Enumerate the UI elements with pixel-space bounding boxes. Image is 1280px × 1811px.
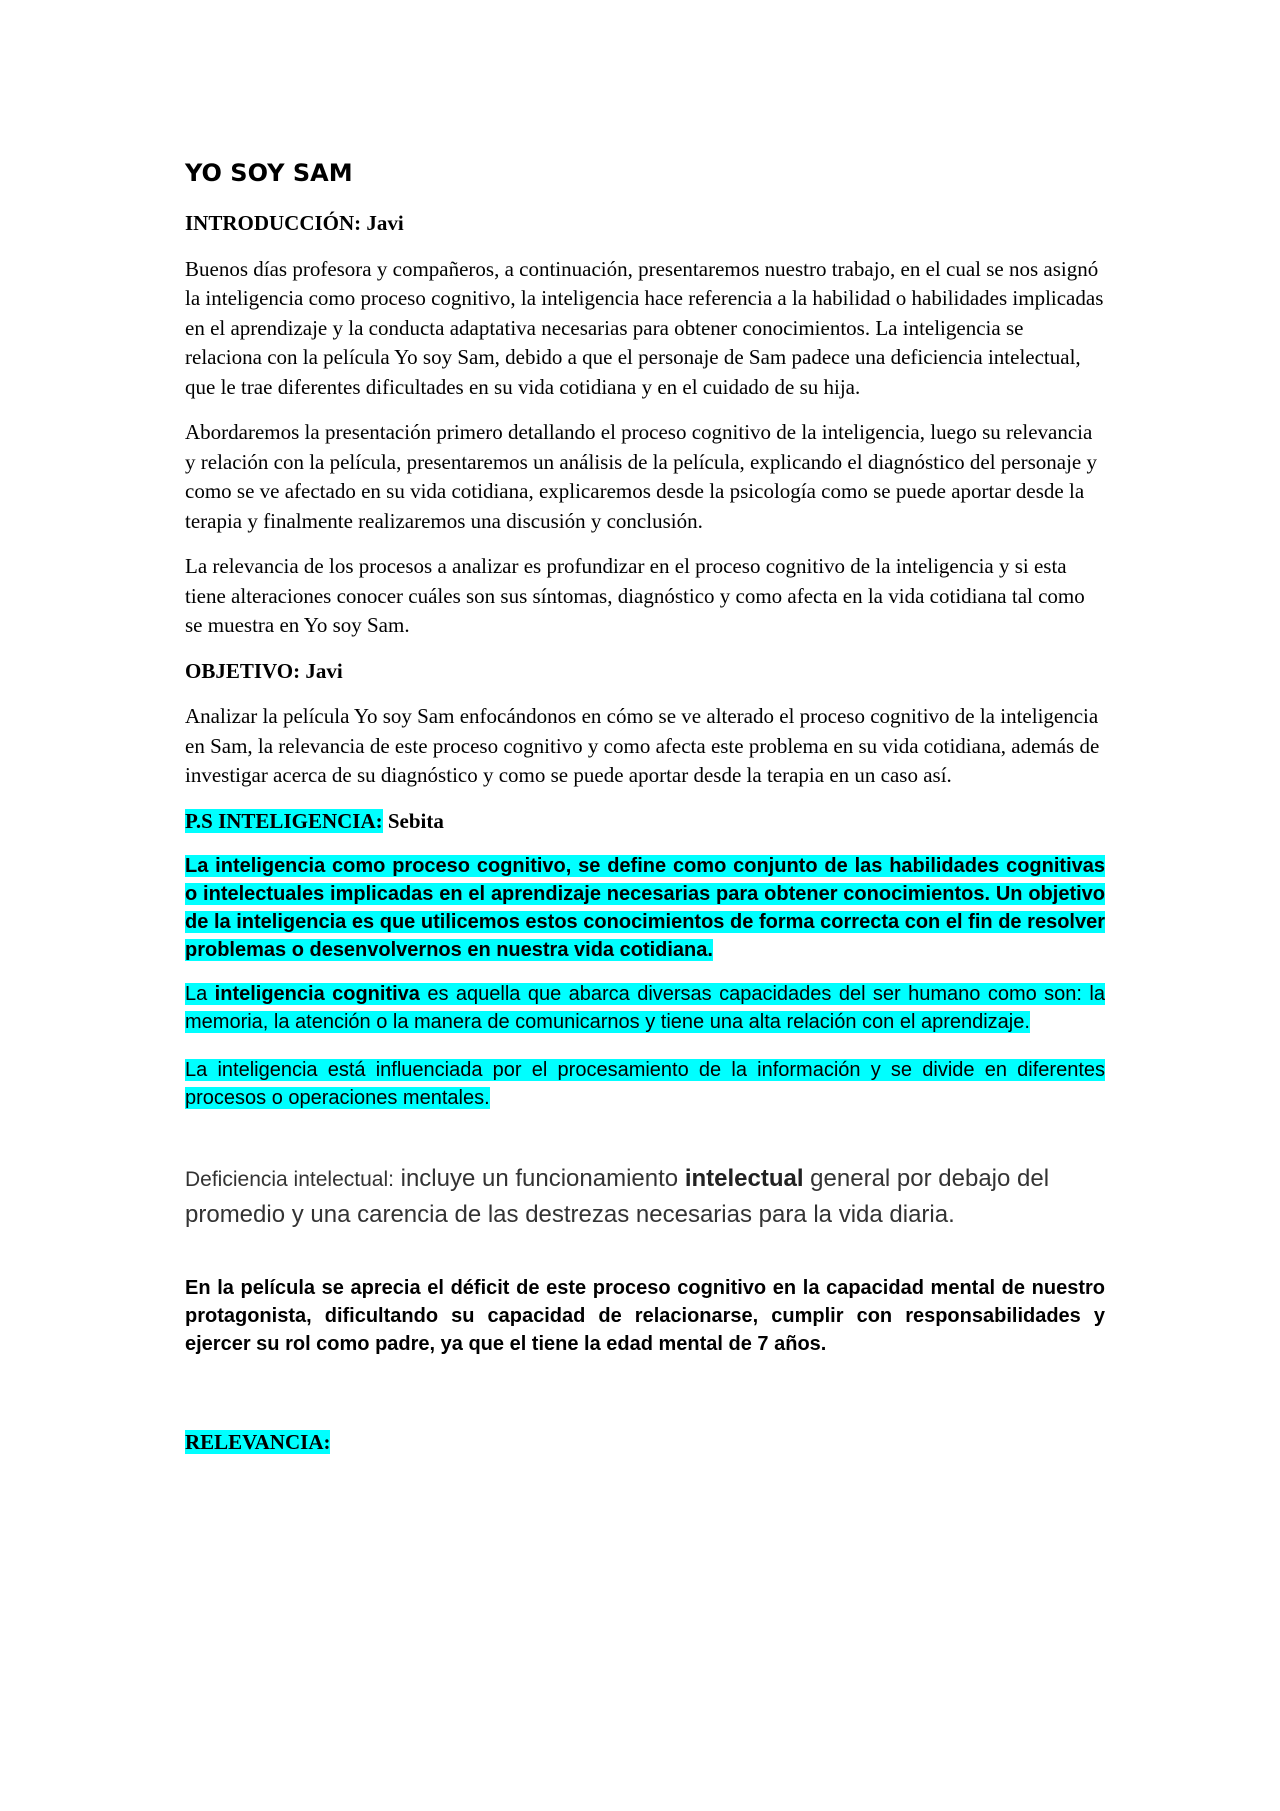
cognitive-prefix: La: [185, 983, 215, 1005]
ps-intelligence-author: Sebita: [382, 808, 444, 833]
objective-heading: OBJETIVO: Javi: [185, 658, 343, 683]
deficiency-paragraph: [185, 1162, 1105, 1234]
intro-paragraph-1: Buenos días profesora y compañeros, a continuación, presentaremos nuestro trabajo, en el cual se nos asignó la inteligencia como proceso cognitivo, la inteligencia hace referencia a la habilidad o habilidades implicadas en el aprendizaje y la conducta adaptativa necesarias para obtener conocimientos. La inteligencia se relaciona con la película Yo soy Sam, debido a que el personaje de Sam padece una deficiencia intelectual, que le trae diferentes dificultades en su vida cotidiana y en el cuidado de su hija.: [185, 256, 1104, 399]
cognitive-rest: es aquella que abarca diversas capacidades del ser humano como son: la memoria, la atención o la manera de comunicarnos y tiene una alta relación con el aprendizaje.: [185, 983, 1105, 1033]
ps-intelligence-heading: [185, 807, 1105, 837]
document-body: [185, 155, 1105, 1474]
influence-paragraph: [185, 1056, 1105, 1112]
relevance-label: RELEVANCIA:: [185, 1430, 331, 1454]
intelligence-definition-text: La inteligencia como proceso cognitivo, se define como conjunto de las habilidades cognitivas o intelectuales implicadas en el aprendizaje necesarias para obtener conocimientos. Un objetivo de la inteligencia es que utilicemos estos conocimientos de forma correcta con el fin de resolver problemas o desenvolvernos en nuestra vida cotidiana.: [185, 855, 1105, 961]
cognitive-intelligence-paragraph: [185, 980, 1105, 1036]
film-note-paragraph: En la película se aprecia el déficit de este proceso cognitivo en la capacidad mental de nuestro protagonista, dificultando su capacidad de relacionarse, cumplir con responsabilidades y ejercer su rol como padre, ya que el tiene la edad mental de 7 años.: [185, 1277, 1105, 1355]
deficiency-text-b: general por debajo del promedio y una carencia de las destrezas necesarias para la vida diaria.: [185, 1165, 1050, 1228]
intro-paragraph-3: La relevancia de los procesos a analizar es profundizar en el proceso cognitivo de la inteligencia y si esta tiene alteraciones conocer cuáles son sus síntomas, diagnóstico y como afecta en la vida cotidiana tal como se muestra en Yo soy Sam.: [185, 554, 1085, 637]
influence-text: La inteligencia está influenciada por el procesamiento de la información y se divide en diferentes procesos o operaciones mentales.: [185, 1059, 1105, 1109]
document-title: YO SOY SAM: [185, 159, 353, 187]
intelligence-definition: [185, 852, 1105, 964]
relevance-heading: [185, 1428, 1105, 1458]
ps-intelligence-label: P.S INTELIGENCIA:: [185, 808, 383, 833]
deficiency-text-a: incluye un funcionamiento: [393, 1165, 685, 1192]
deficiency-term: intelectual: [684, 1165, 804, 1192]
intro-paragraph-2: Abordaremos la presentación primero detallando el proceso cognitivo de la inteligencia, luego su relevancia y relación con la película, presentaremos un análisis de la película, explicando el diagnóstico del personaje y como se ve afectado en su vida cotidiana, explicaremos desde la psicología como se puede aportar desde la terapia y finalmente realizaremos una discusión y conclusión.: [185, 420, 1098, 533]
objective-paragraph: Analizar la película Yo soy Sam enfocándonos en cómo se ve alterado el proceso cognitivo de la inteligencia en Sam, la relevancia de este proceso cognitivo y como afecta este problema en su vida cotidiana, además de investigar acerca de su diagnóstico y como se puede aportar desde la terapia en un caso así.: [185, 704, 1100, 787]
cognitive-intelligence-text: [185, 983, 1105, 1033]
intro-heading: INTRODUCCIÓN: Javi: [185, 211, 404, 235]
deficiency-label: Deficiencia intelectual:: [185, 1168, 394, 1191]
cognitive-term: inteligencia cognitiva: [214, 983, 420, 1005]
